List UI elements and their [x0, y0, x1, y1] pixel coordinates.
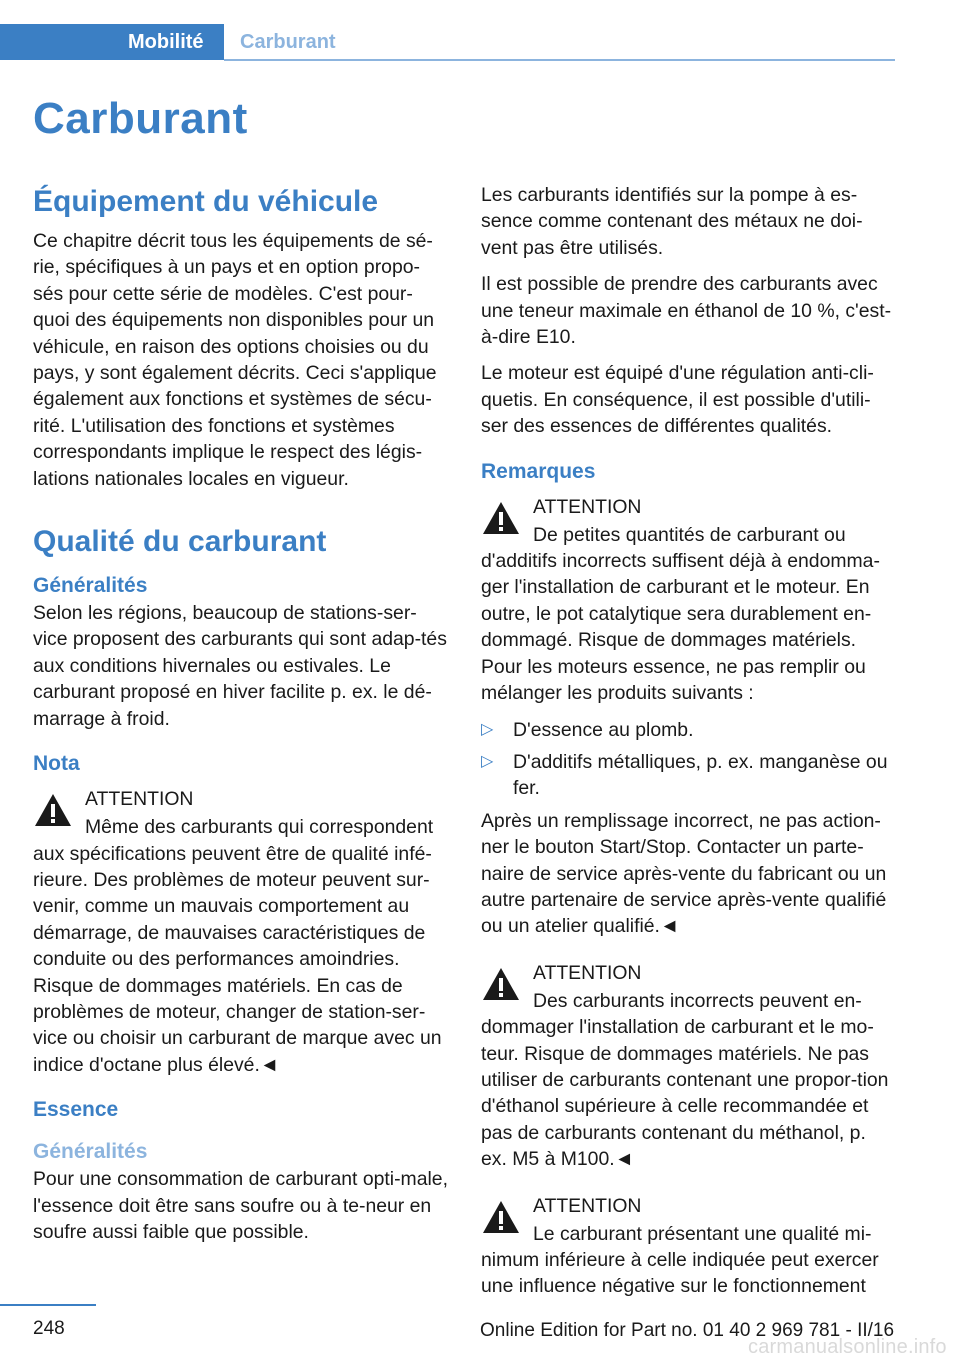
- paragraph-after-incorrect-fill: Après un remplissage incorrect, ne pas action‐ner le bouton Start/Stop. Contacter un parte‐naire de service après-vente du fabricant ou un autre partenaire de service après-vente qualifié ou un atelier qualifié.◄: [481, 809, 887, 938]
- right-column: [481, 182, 897, 1310]
- page-header: [0, 24, 895, 62]
- topic-tab[interactable]: Carburant: [240, 31, 336, 53]
- warning-triangle-icon: [481, 966, 521, 1002]
- paragraph-essence: Pour une consommation de carburant opti‐male, l'essence doit être sans soufre ou à te‐neur en soufre aussi faible que possible.: [33, 1168, 448, 1243]
- warning-title: ATTENTION: [533, 1194, 642, 1217]
- warning-triangle-icon: [481, 500, 521, 536]
- paragraph-equipment: Ce chapitre décrit tous les équipements de sé‐rie, spécifiques à un pays et en option propo‐sés pour cette série de modèles. C'est pour‐quoi des équipements non disponibles pour un véhicule, en raison des options choisies ou du pays, y sont également décrits. Ceci s'applique également aux fonctions et systèmes de sécu‐rité. L'utilisation des fonctions et systèmes correspondants implique le respect des légis‐lations nationales locales en vigueur.: [33, 230, 437, 490]
- warning-title: ATTENTION: [533, 961, 642, 984]
- list-item-text: D'essence au plomb.: [513, 718, 694, 741]
- page-number: 248: [33, 1318, 65, 1339]
- warning-first-line: De petites quantités de carburant ou: [533, 523, 846, 546]
- heading-nota: Nota: [33, 752, 80, 776]
- warning-first-line: Même des carburants qui correspondent: [85, 816, 434, 839]
- list-item: [481, 749, 897, 802]
- list-item-text: D'additifs métalliques, p. ex. manganèse ou fer.: [513, 750, 888, 800]
- watermark: carmanualsonline.info: [748, 1336, 947, 1358]
- heading-remarques: Remarques: [481, 459, 596, 483]
- warning-title: ATTENTION: [533, 495, 642, 518]
- warning-text: dommager l'installation de carburant et le mo‐teur. Risque de dommages matériels. Ne pas utiliser de carburants contenant une propor‐tion d'éthanol supérieure à celle recommandée et pas de carburants contenant du méthanol, p. ex. M5 à M100.◄: [481, 1016, 889, 1171]
- edition-footer: Online Edition for Part no. 01 40 2 969 781 - II/16: [480, 1320, 895, 1341]
- paragraph-metals: Les carburants identifiés sur la pompe à es‐sence comme contenant des métaux ne doi‐vent pas être utilisés.: [481, 184, 863, 259]
- heading-fuel-quality: Qualité du carburant: [33, 525, 327, 559]
- page-number-rule: [0, 1304, 96, 1306]
- warning-block-nota: [33, 784, 449, 1078]
- warning-block-additives: [481, 492, 897, 707]
- warning-triangle-icon: [481, 1199, 521, 1235]
- warning-text: d'additifs incorrects suffisent déjà à endomma‐ger l'installation de carburant et le moteur. En outre, le pot catalytique sera durablement en‐dommagé. Risque de dommages matériels. Pour les moteurs essence, ne pas remplir ou mélanger les produits suivants :: [481, 550, 880, 705]
- heading-essence-general: Généralités: [33, 1140, 148, 1164]
- warning-title: ATTENTION: [85, 788, 194, 811]
- warning-text: nimum inférieure à celle indiquée peut exercer une influence négative sur le fonctionnement: [481, 1249, 879, 1298]
- heading-equipment: Équipement du véhicule: [33, 185, 379, 218]
- header-divider: [224, 59, 895, 61]
- warning-first-line: Le carburant présentant une qualité mi‐: [533, 1222, 872, 1245]
- warning-block-minimum-quality: [481, 1191, 897, 1300]
- warning-block-ethanol: [481, 958, 897, 1173]
- heading-essence: Essence: [33, 1098, 119, 1122]
- paragraph-knock-control: Le moteur est équipé d'une régulation anti-cli‐quetis. En conséquence, il est possible d'utili‐ser des essences de différentes qualités.: [481, 362, 874, 438]
- prohibited-products-list: [481, 717, 897, 802]
- triangle-bullet-icon: ▷: [481, 720, 494, 738]
- page-title: Carburant: [33, 94, 248, 143]
- triangle-bullet-icon: ▷: [481, 752, 494, 770]
- heading-general: Généralités: [33, 574, 148, 598]
- warning-text: aux spécifications peuvent être de qualité infé‐rieure. Des problèmes de moteur peuvent sur‐venir, comme un mauvais comportement au démarrage, de mauvaises caractéristiques de conduite ou des performances amoindries. Risque de dommages matériels. En cas de problèmes de moteur, changer de station-ser‐vice ou choisir un carburant de marque avec un indice d'octane plus élevé.◄: [33, 842, 442, 1076]
- warning-first-line: Des carburants incorrects peuvent en‐: [533, 989, 862, 1012]
- section-tab[interactable]: Mobilité: [0, 24, 224, 60]
- left-column: [33, 182, 449, 1255]
- list-item: [481, 717, 897, 743]
- paragraph-general: Selon les régions, beaucoup de stations-ser‐vice proposent des carburants qui sont adap‐tés aux conditions hivernales ou estivales. Le carburant proposé en hiver facilite p. ex. le dé‐marrage à froid.: [33, 602, 447, 730]
- paragraph-ethanol: Il est possible de prendre des carburants avec une teneur maximale en éthanol de 10 %, c'est-à-dire E10.: [481, 273, 892, 349]
- warning-triangle-icon: [33, 792, 73, 828]
